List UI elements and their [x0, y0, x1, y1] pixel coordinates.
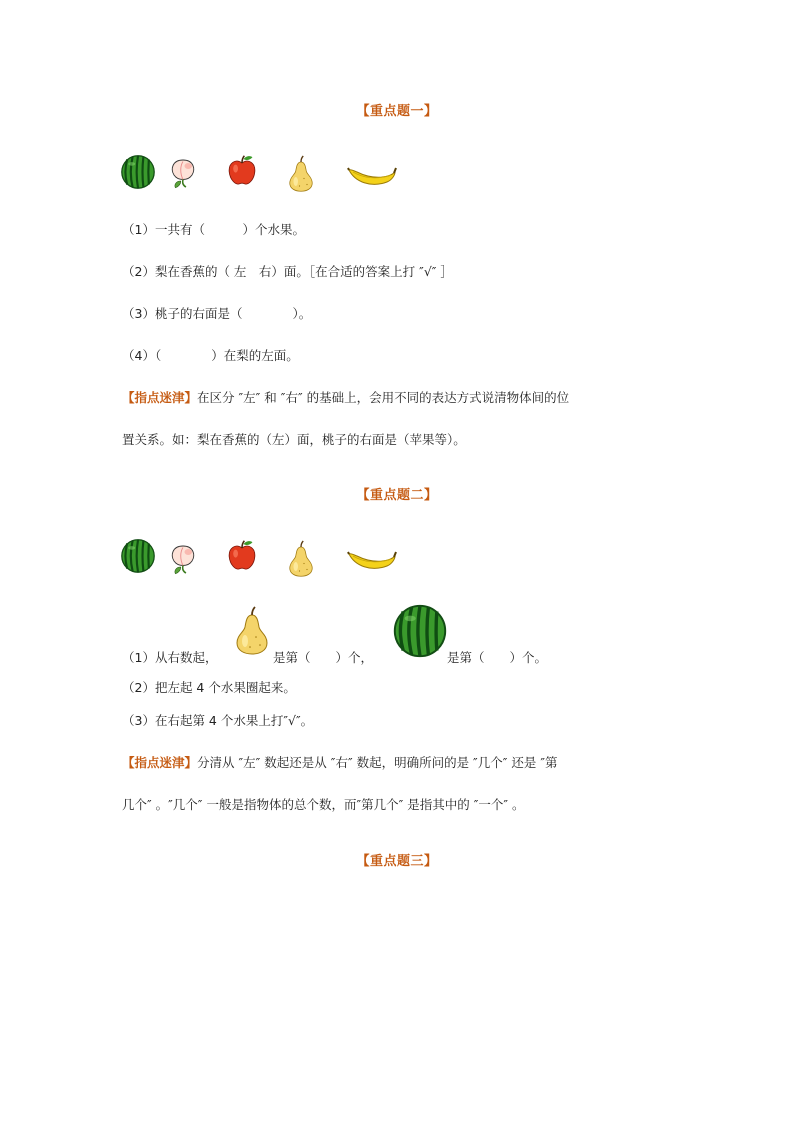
banana-icon [347, 162, 397, 192]
tip-text: 在区分 ″左″ 和 ″右″ 的基础上，会用不同的表达方式说清物体间的位 [197, 390, 570, 405]
section-title-1: 【重点题一】 [356, 104, 438, 119]
question-1-3: （3）桃子的右面是（ ）。 [122, 306, 312, 321]
section-title-3: 【重点题三】 [356, 854, 438, 869]
tip-label: 【指点迷津】 [122, 390, 198, 405]
tip-1-line-2: 置关系。如：梨在香蕉的（左）面，桃子的右面是（苹果等）。 [122, 432, 466, 447]
question-2-2: （2）把左起 4 个水果圈起来。 [122, 680, 296, 695]
question-2-1-part1: （1）从右数起， [122, 650, 218, 665]
pear-icon [286, 538, 316, 580]
tip-1-line-1 [122, 388, 569, 406]
question-2-1-part3: 是第（ ）个。 [447, 650, 548, 665]
question-2-1-part2: 是第（ ）个， [273, 650, 374, 665]
watermelon-icon [120, 538, 156, 574]
apple-icon [226, 153, 258, 189]
pear-icon [286, 153, 316, 195]
section-title-2: 【重点题二】 [356, 488, 438, 503]
pear-icon [232, 600, 272, 662]
peach-icon [168, 150, 198, 194]
question-2-3: （3）在右起第 4 个水果上打″√″。 [122, 713, 314, 728]
watermelon-icon [392, 602, 448, 660]
question-1-1: （1）一共有（ ）个水果。 [122, 222, 305, 237]
peach-icon [168, 536, 198, 580]
banana-icon [347, 546, 397, 576]
tip-2-line-1 [122, 753, 558, 771]
question-1-2: （2）梨在香蕉的（ 左 右）面。［在合适的答案上打 ″√″ ］ [122, 264, 453, 279]
question-1-4: （4）（ ）在梨的左面。 [122, 348, 299, 363]
apple-icon [226, 538, 258, 574]
tip-2-line-2: 几个″ 。″几个″ 一般是指物体的总个数，而″第几个″ 是指其中的 ″一个″ 。 [122, 797, 525, 812]
tip-text: 分清从 ″左″ 数起还是从 ″右″ 数起，明确所问的是 ″几个″ 还是 ″第 [197, 755, 558, 770]
tip-label: 【指点迷津】 [122, 755, 198, 770]
watermelon-icon [120, 154, 156, 190]
